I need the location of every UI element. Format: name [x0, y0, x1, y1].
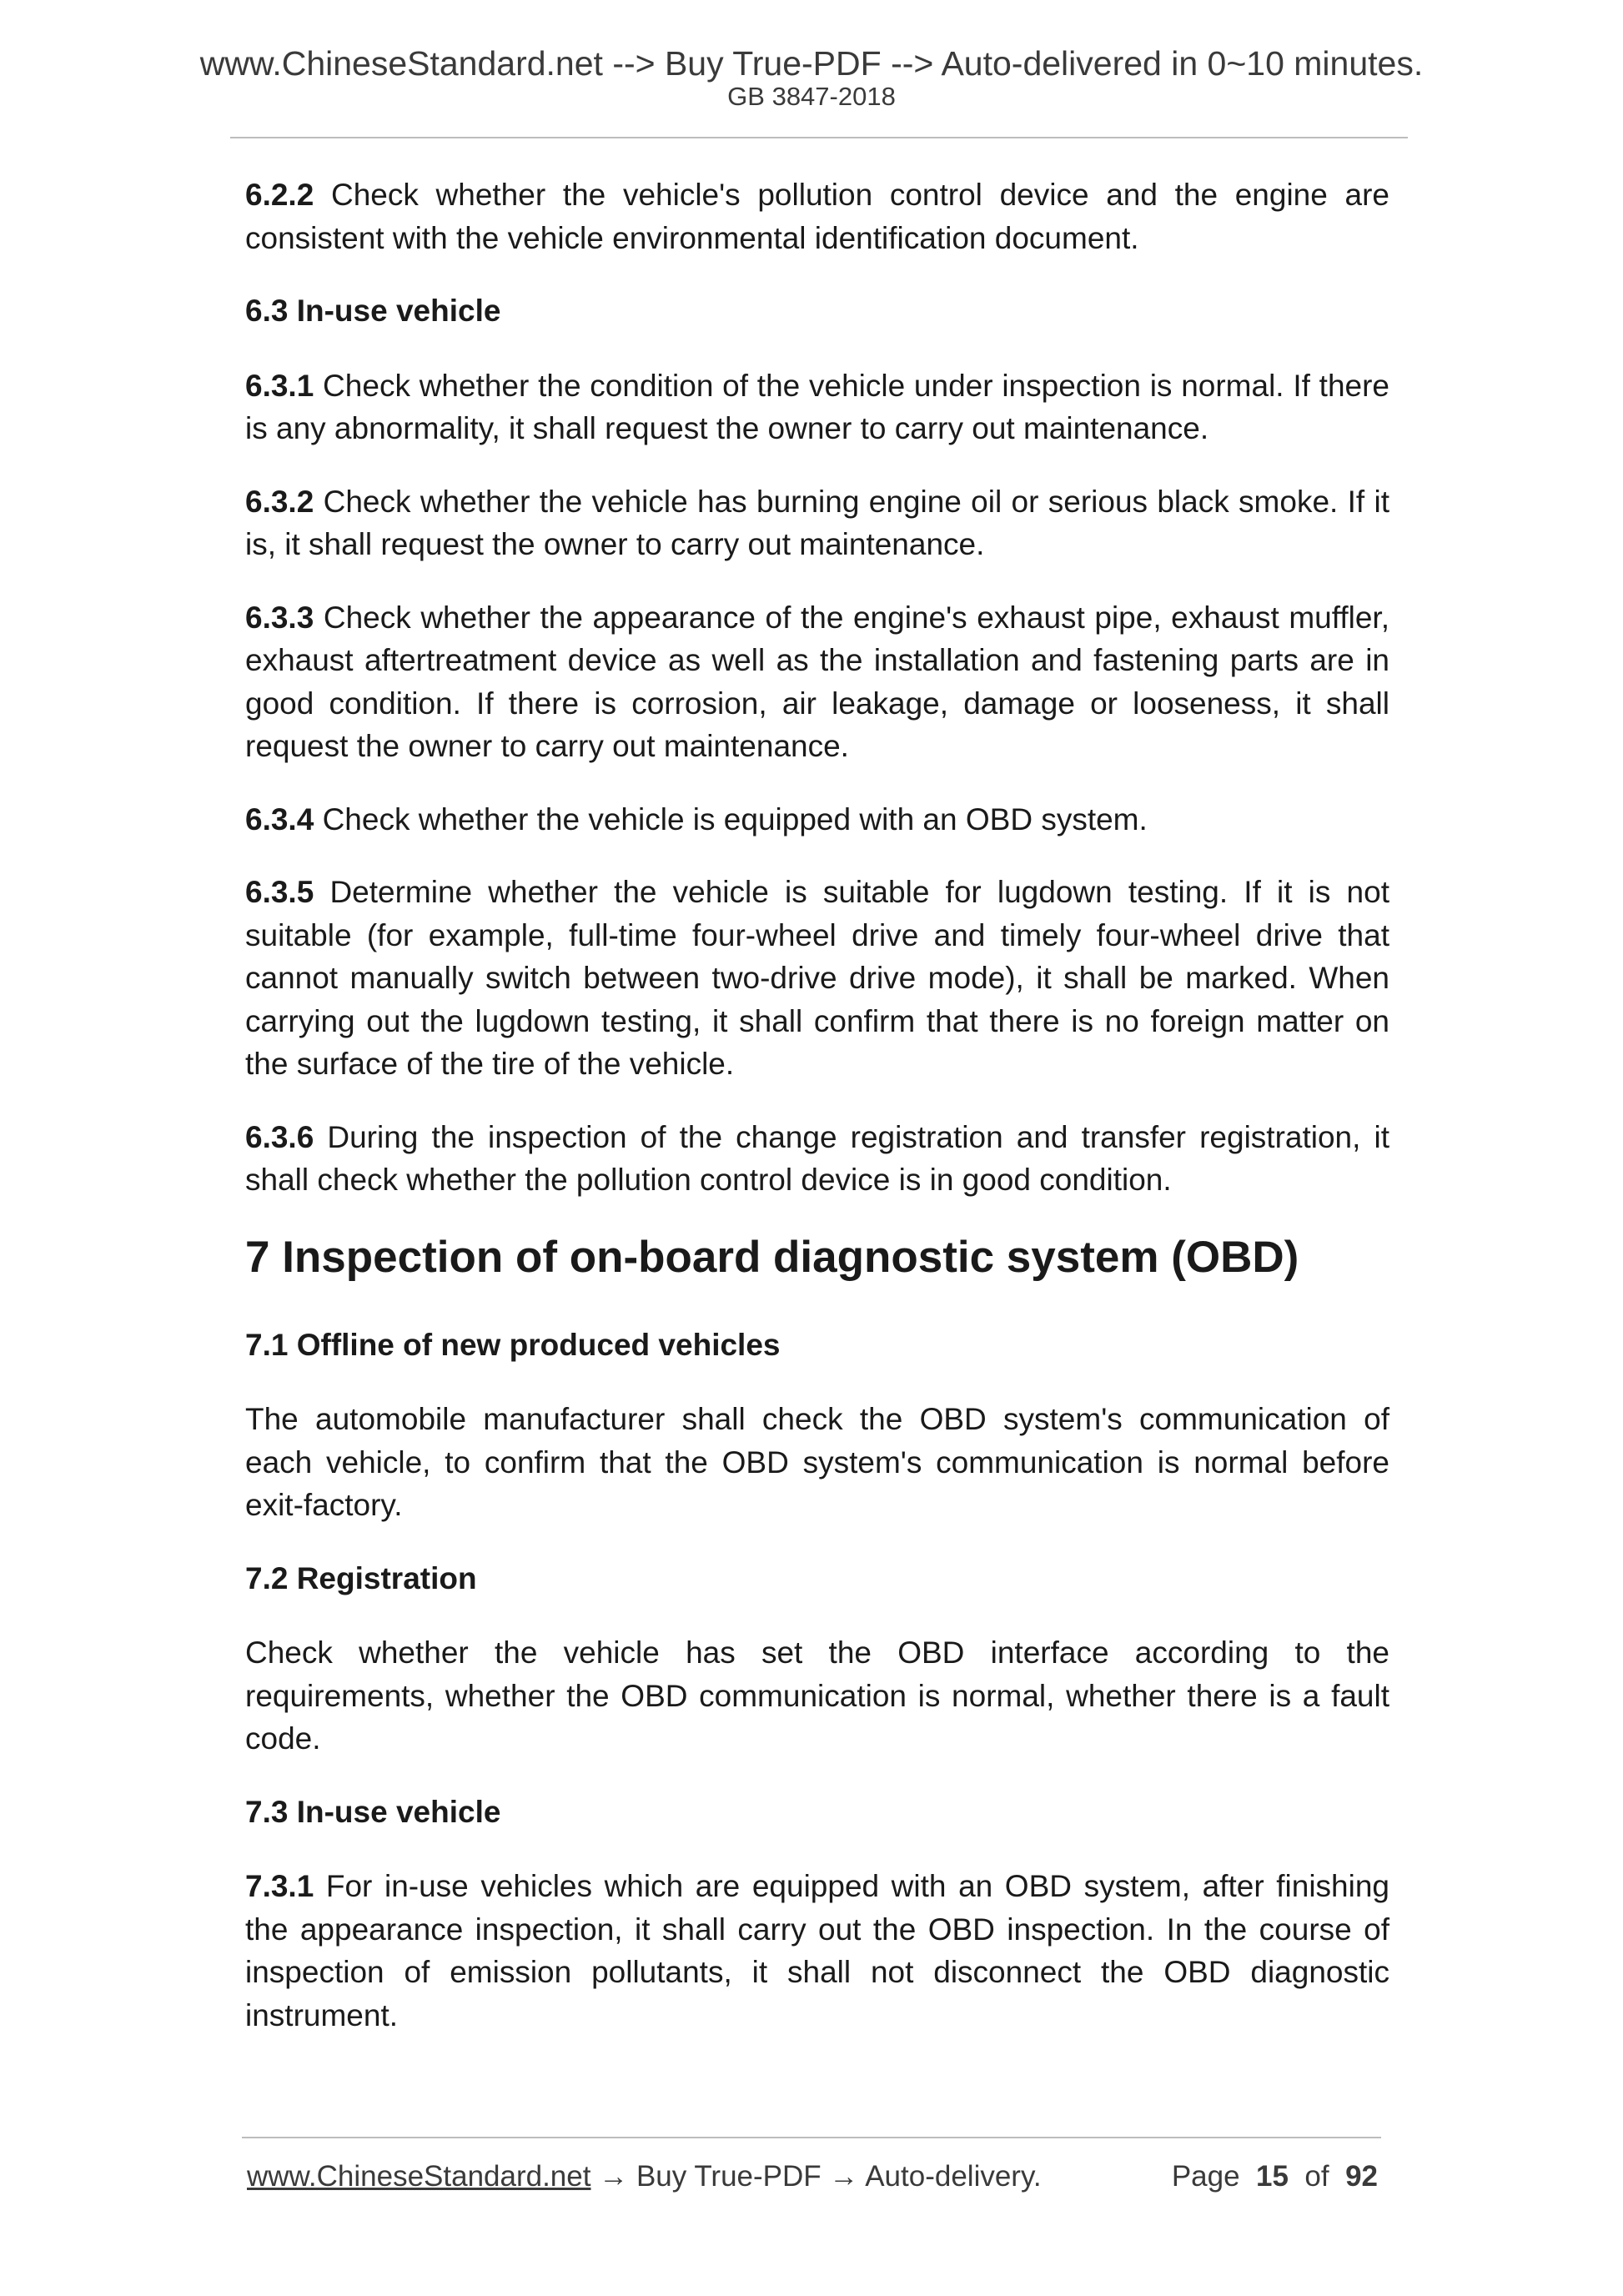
- clause-7-1-text: The automobile manufacturer shall check the OBD system's communication of each vehicle, to confirm that the OBD system's communication is normal before exit-factory.: [245, 1402, 1389, 1522]
- clause-7-2-text: Check whether the vehicle has set the OBD interface according to the requirements, whether the OBD communication is normal, whether there is a fault code.: [245, 1635, 1389, 1756]
- clause-6-3-3: [245, 596, 1389, 768]
- of-label: of: [1304, 2160, 1329, 2193]
- clause-text: Check whether the appearance of the engine's exhaust pipe, exhaust muffler, exhaust aftertreatment device as well as the installation and fastening parts are in good condition. If there is corrosion, air leakage, damage or looseness, it shall request the owner to carry out maintenance.: [245, 600, 1389, 763]
- header-divider: [230, 137, 1408, 138]
- clause-text: For in-use vehicles which are equipped with an OBD system, after finishing the appearance inspection, it shall carry out the OBD inspection. In the course of inspection of emission pollutants, it shall not disconnect the OBD diagnostic instrument.: [245, 1869, 1389, 2032]
- clause-text: Determine whether the vehicle is suitable for lugdown testing. If it is not suitable (for example, full-time four-wheel drive and timely four-wheel drive that cannot manually switch between two-drive drive mode), it shall be marked. When carrying out the lugdown testing, it shall confirm that there is no foreign matter on the surface of the tire of the vehicle.: [245, 875, 1389, 1081]
- site-link[interactable]: www.ChineseStandard.net: [247, 2160, 591, 2193]
- clause-number: 6.3.4: [245, 801, 314, 837]
- page-number: 15: [1256, 2160, 1289, 2193]
- clause-7-3-1: [245, 1865, 1389, 2037]
- clause-number: 6.3.5: [245, 875, 314, 909]
- clause-number: 6.3.2: [245, 484, 314, 519]
- top-banner: www.ChineseStandard.net --> Buy True-PDF --> Auto-delivered in 0~10 minutes.: [199, 44, 1424, 83]
- section-heading-7: 7 Inspection of on-board diagnostic system (OBD): [245, 1232, 1299, 1282]
- arrow-right-icon: →: [829, 2160, 859, 2193]
- clause-text: Check whether the vehicle's pollution control device and the engine are consistent with the vehicle environmental identification document.: [245, 178, 1389, 255]
- page-indicator: [1172, 2158, 1378, 2195]
- clause-number: 6.3.1: [245, 368, 314, 403]
- clause-number: 6.2.2: [245, 178, 314, 212]
- arrow-right-icon: →: [599, 2160, 629, 2193]
- clause-text: Check whether the vehicle is equipped with an OBD system.: [314, 801, 1148, 837]
- footer-left: [247, 2158, 1042, 2195]
- clause-number: 6.3.3: [245, 600, 314, 635]
- clause-text: Check whether the condition of the vehicle under inspection is normal. If there is any abnormality, it shall request the owner to carry out maintenance.: [245, 368, 1389, 445]
- standard-code: GB 3847-2018: [727, 82, 896, 111]
- footer-divider: [242, 2137, 1381, 2138]
- auto-delivery-text: Auto-delivery.: [865, 2160, 1042, 2193]
- heading-7-2: 7.2 Registration: [245, 1560, 477, 1595]
- clause-6-2-2: [245, 173, 1389, 259]
- clause-6-3-2: [245, 480, 1389, 566]
- clause-6-3-6: [245, 1116, 1389, 1202]
- clause-text: Check whether the vehicle has burning engine oil or serious black smoke. If it is, it shall request the owner to carry out maintenance.: [245, 484, 1389, 561]
- page-content: [245, 173, 1389, 2067]
- clause-6-3-1: [245, 364, 1389, 450]
- clause-number: 7.3.1: [245, 1869, 314, 1903]
- heading-7-3: 7.3 In-use vehicle: [245, 1794, 501, 1829]
- total-pages: 92: [1345, 2160, 1378, 2193]
- clause-6-3-4: [245, 798, 1389, 842]
- buy-pdf-text: Buy True-PDF: [636, 2160, 822, 2193]
- clause-6-3-5: [245, 871, 1389, 1086]
- heading-6-3: 6.3 In-use vehicle: [245, 294, 501, 328]
- page-label: Page: [1171, 2160, 1240, 2193]
- clause-text: During the inspection of the change registration and transfer registration, it shall check whether the pollution control device is in good condition.: [245, 1119, 1389, 1197]
- clause-number: 6.3.6: [245, 1119, 314, 1154]
- heading-7-1: 7.1 Offline of new produced vehicles: [245, 1327, 781, 1362]
